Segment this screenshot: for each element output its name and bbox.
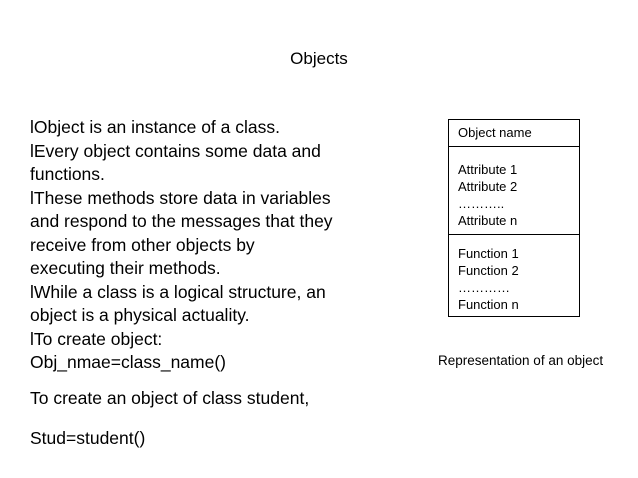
example-description: To create an object of class student,: [30, 388, 310, 408]
slide-title: Objects: [290, 49, 348, 68]
body-line: lEvery object contains some data and: [30, 140, 321, 161]
attributes-section: [449, 147, 579, 235]
body-line: executing their methods.: [30, 258, 221, 278]
object-representation-box: [448, 119, 580, 317]
object-name-label: Object name: [458, 125, 532, 140]
body-line: lWhile a class is a logical structure, an: [30, 281, 326, 302]
example-code: Stud=student(): [30, 428, 146, 448]
body-text: [30, 116, 390, 375]
attribute-item: ………..: [458, 196, 505, 211]
function-item: Function 1: [458, 246, 519, 261]
attribute-item: Attribute 1: [458, 162, 518, 177]
body-line: receive from other objects by: [30, 234, 255, 255]
body-line: lObject is an instance of a class.: [30, 117, 280, 137]
body-line: object is a physical actuality.: [30, 305, 250, 325]
body-line: lTo create object:: [30, 328, 163, 349]
attribute-item: Attribute 2: [458, 179, 518, 194]
object-box-caption: Representation of an object: [438, 353, 604, 368]
object-name-section: [449, 120, 579, 147]
body-line: Obj_nmae=class_name(): [30, 352, 226, 372]
body-line: lThese methods store data in variables: [30, 187, 331, 208]
functions-section: [449, 235, 579, 316]
body-line: and respond to the messages that they: [30, 211, 333, 231]
attribute-item: Attribute n: [458, 213, 518, 228]
body-line: functions.: [30, 164, 105, 184]
function-item: Function 2: [458, 263, 519, 278]
function-item: …………: [458, 280, 510, 295]
function-item: Function n: [458, 297, 519, 312]
